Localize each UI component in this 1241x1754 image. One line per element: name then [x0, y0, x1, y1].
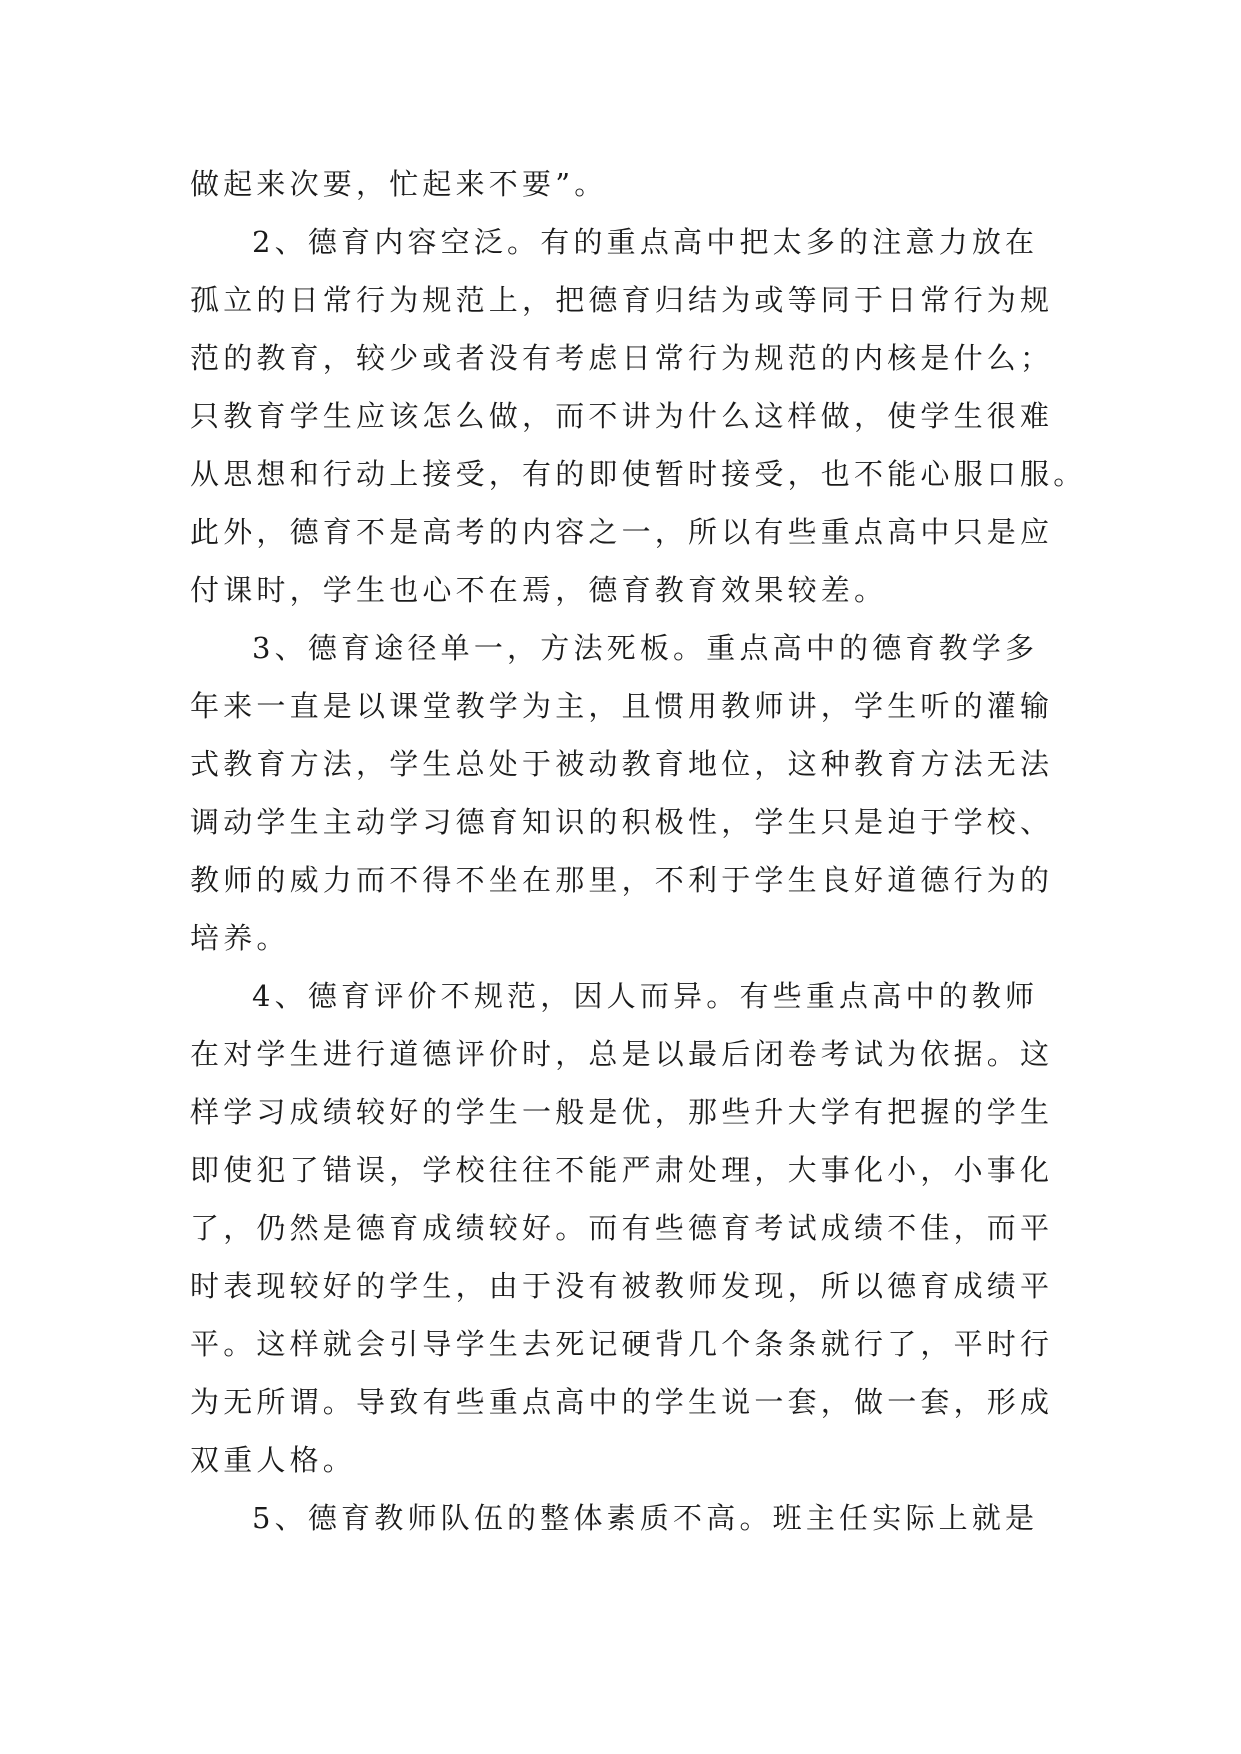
paragraph-first-line: 2、德育内容空泛。有的重点高中把太多的注意力放在 — [252, 225, 1039, 259]
text-line: 从思想和行动上接受，有的即使暂时接受，也不能心服口服。 — [190, 457, 1087, 491]
text-line: 平。这样就会引导学生去死记硬背几个条条就行了，平时行 — [190, 1327, 1054, 1361]
text-line: 付课时，学生也心不在焉，德育教育效果较差。 — [190, 573, 888, 607]
text-line: 了，仍然是德育成绩较好。而有些德育考试成绩不佳，而平 — [190, 1211, 1054, 1245]
text-line: 式教育方法，学生总处于被动教育地位，这种教育方法无法 — [190, 747, 1054, 781]
body-text — [190, 155, 1087, 1547]
text-line: 只教育学生应该怎么做，而不讲为什么这样做，使学生很难 — [190, 399, 1054, 433]
paragraph-first-line: 3、德育途径单一，方法死板。重点高中的德育教学多 — [252, 631, 1039, 665]
text-line: 即使犯了错误，学校往往不能严肃处理，大事化小，小事化 — [190, 1153, 1054, 1187]
text-line: 培养。 — [190, 921, 290, 955]
text-line: 在对学生进行道德评价时，总是以最后闭卷考试为依据。这 — [190, 1037, 1054, 1071]
text-line: 此外，德育不是高考的内容之一，所以有些重点高中只是应 — [190, 515, 1054, 549]
text-line: 孤立的日常行为规范上，把德育归结为或等同于日常行为规 — [190, 283, 1054, 317]
text-line: 教师的威力而不得不坐在那里，不利于学生良好道德行为的 — [190, 863, 1054, 897]
text-line: 年来一直是以课堂教学为主，且惯用教师讲，学生听的灌输 — [190, 689, 1054, 723]
text-line: 样学习成绩较好的学生一般是优，那些升大学有把握的学生 — [190, 1095, 1054, 1129]
paragraph-first-line: 5、德育教师队伍的整体素质不高。班主任实际上就是 — [252, 1501, 1039, 1535]
text-line: 时表现较好的学生，由于没有被教师发现，所以德育成绩平 — [190, 1269, 1054, 1303]
text-line: 调动学生主动学习德育知识的积极性，学生只是迫于学校、 — [190, 805, 1054, 839]
text-line: 做起来次要，忙起来不要”。 — [190, 167, 608, 201]
text-line: 为无所谓。导致有些重点高中的学生说一套，做一套，形成 — [190, 1385, 1054, 1419]
paragraph-first-line: 4、德育评价不规范，因人而异。有些重点高中的教师 — [252, 979, 1039, 1013]
text-line: 范的教育，较少或者没有考虑日常行为规范的内核是什么； — [190, 341, 1054, 375]
text-line: 双重人格。 — [190, 1443, 357, 1477]
